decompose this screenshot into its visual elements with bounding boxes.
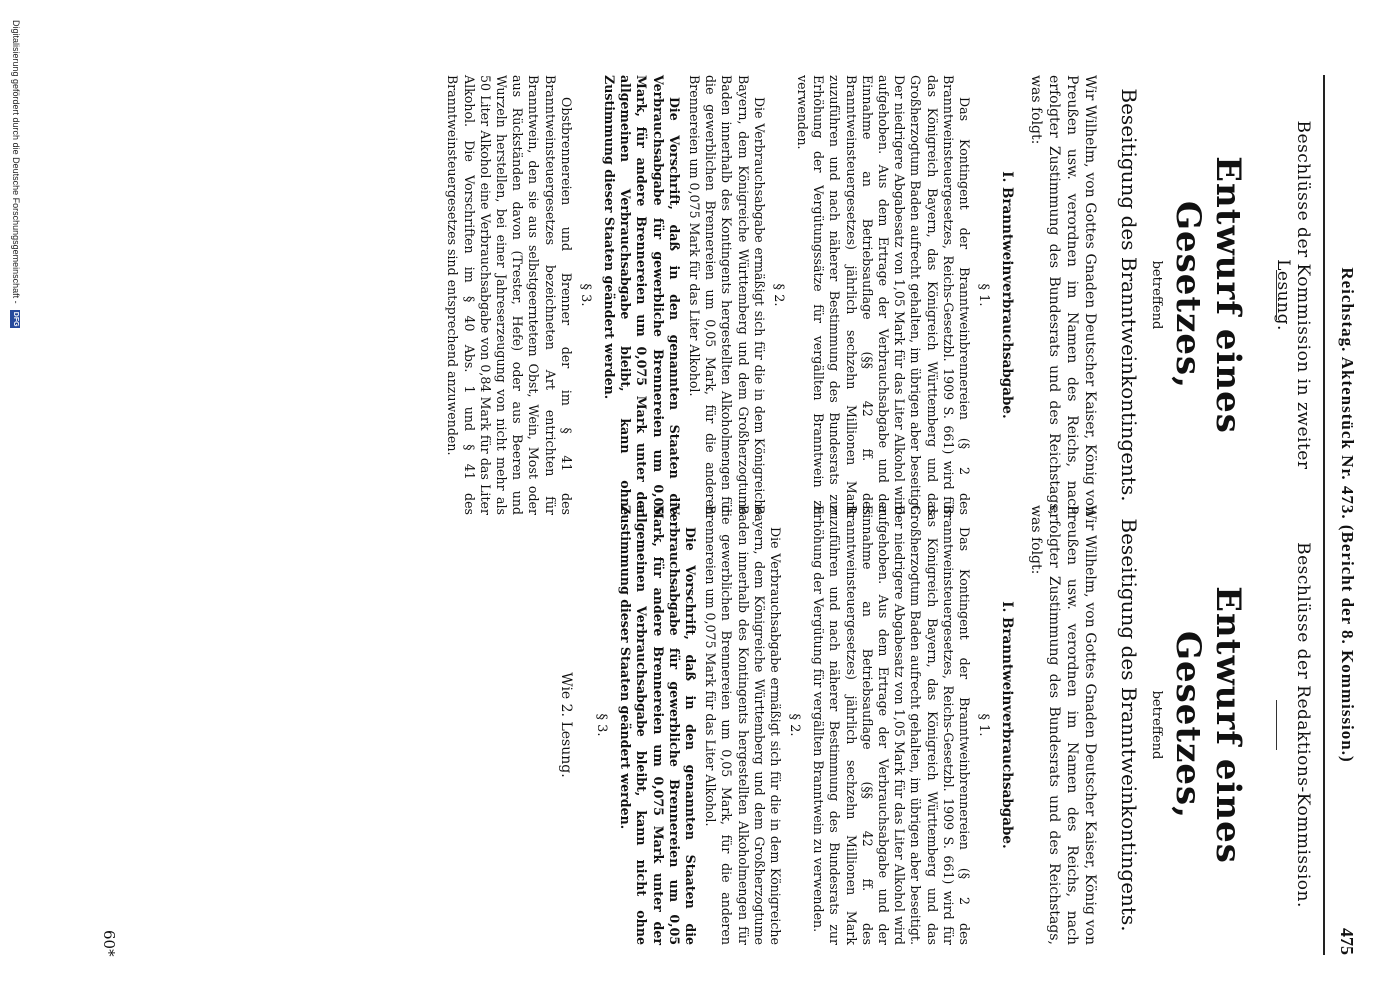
left-column [440,75,1283,515]
dfg-logo: DFG [12,311,20,327]
left-para-1-heading: § 1. [976,283,991,307]
header-title: Reichstag. Aktenstück Nr. 473. (Bericht der 8. Kommission.) [1338,267,1357,763]
left-betreffend: betreffend [1149,260,1164,330]
left-para-3-heading: § 3. [577,283,593,307]
left-para-2-text-2: Die Vorschrift, daß in den genannten Staaten die Verbrauchsabgabe für gewerbliche Brennereien um 0,05 Mark, für andere Brennereien um 0,075 Mark unter der allgemeinen Verbrauchsabgabe bleibt, kann ohne Zustimmung dieser Staaten geändert werden. [601,75,682,515]
divider [1276,270,1277,320]
right-para-2-heading: § 2. [786,713,802,737]
page-header [1323,75,1365,955]
left-law-title: Entwurf eines Gesetzes, [1168,156,1248,434]
footer-text: Digitalisierung gefördert durch die Deutsche Forschungsgemeinschaft - [11,20,21,304]
left-para-3-text: Obstbrennereien und Brenner der im § 41 des Branntweinsteuergesetzes bezeichneten Art entrichten für Branntwein, den sie aus selbstgeerntetem Obst, Wein, Most oder aus Rückständen davon (Trester, Hefe) oder aus Beeren und Wurzeln herstellen, bei einer Jahreserzeugung von nicht mehr als 50 Liter Alkohol eine Verbrauchsabgabe von 0,84 Mark für das Liter Alkohol. Die Vorschriften im § 40 Abs. 1 und § 41 des Branntweinsteuergesetzes sind entsprechend anzuwenden. [445,75,574,515]
right-intro: Wir Wilhelm, von Gottes Gnaden Deutscher Kaiser, König von Preußen usw. verordnen im Namen des Reichs, nach erfolgter Zustimmung des Bundesrats und des Reichstags, was folgt: [1028,505,1098,945]
right-para-3-text: Wie 2. Lesung. [557,672,574,778]
right-para-2-text: Die Verbrauchsabgabe ermäßigt sich für die in dem Königreiche Bayern, dem Königreiche Württemberg und dem Großherzogtume Baden innerhalb des Kontingents hergestellten Alkoholmengen für die gewerblichen Brennereien um 0,05 Mark, für die anderen Brennereien um 0,075 Mark für das Liter Alkohol. [703,505,783,945]
sheet-signature: 60* [100,930,118,957]
right-section-heading: I. Branntweinverbrauchsabgabe. [999,601,1015,849]
left-column-title: Beschlüsse der Kommission in zweiter Lesung. [1273,120,1313,470]
right-para-3-heading: § 3. [593,713,609,737]
right-para-2-text-2: Die Vorschrift, daß in den genannten Staaten die Verbrauchsabgabe für gewerbliche Brennereien um 0,05 Mark, für andere Brennereien um 0,075 Mark unter der allgemeinen Verbrauchsabgabe bleibt, kann nicht ohne Zustimmung dieser Staaten geändert werden. [618,505,698,945]
left-subtitle: Beseitigung des Branntweinkontingents. [1117,88,1141,502]
left-para-2-text: Die Verbrauchsabgabe ermäßigt sich für die in dem Königreiche Bayern, dem Königreiche Württemberg und dem Großherzogtume Baden innerhalb des Kontingents hergestellten Alkoholmengen für die gewerblichen Brennereien um 0,05 Mark, für die anderen Brennereien um 0,075 Mark für das Liter Alkohol. [686,75,767,515]
right-betreffend: betreffend [1149,690,1164,760]
page-number: 475 [1337,928,1357,955]
right-law-title: Entwurf eines Gesetzes, [1168,586,1248,864]
right-subtitle: Beseitigung des Branntweinkontingents. [1117,518,1141,932]
left-para-1-text: Das Kontingent der Branntweinbrennereien (§ 2 des Branntweinsteuergesetzes, Reichs-Gesetzbl. 1909 S. 661) wird für das Königreich Bayern, das Königreich Württemberg und das Großherzogtum Baden aufrecht gehalten, im übrigen aber beseitigt. Der niedrigere Abgabesatz von 1,05 Mark für das Liter Alkohol wird aufgehoben. Aus dem Ertrage der Verbrauchsabgabe und der Einnahme an Betriebsauflage (§§ 42 ff. des Branntweinsteuergesetzes) jährlich sechzehn Millionen Mark zuzuführen und nach näherer Bestimmung des Bundesrats zur Erhöhung der Vergütungssätze für vergällten Branntwein zu verwenden. [794,75,972,515]
left-section-heading: I. Branntweinverbrauchsabgabe. [999,171,1015,419]
right-para-1-text: Das Kontingent der Branntweinbrennereien (§ 2 des Branntweinsteuergesetzes, Reichs-Gesetzbl. 1909 S. 661) wird für das Königreich Bayern, das Königreich Württemberg und das Großherzogtum Baden aufrecht gehalten, im übrigen aber beseitigt. Der niedrigere Abgabesatz von 1,05 Mark für das Liter Alkohol wird aufgehoben. Aus dem Ertrage der Verbrauchsabgabe und der Einnahme an Betriebsauflage (§§ 42 ff. des Branntweinsteuergesetzes) jährlich sechzehn Millionen Mark zuzuführen und nach näherer Bestimmung des Bundesrats zur Erhöhung der Vergütung für vergällten Branntwein zu verwenden. [811,505,972,945]
left-intro: Wir Wilhelm, von Gottes Gnaden Deutscher Kaiser, König von Preußen usw. verordnen im Namen des Reichs, nach erfolgter Zustimmung des Bundesrats und des Reichstags, was folgt: [1028,75,1098,515]
right-para-1-heading: § 1. [976,713,991,737]
divider [1276,700,1277,750]
right-column-title: Beschlüsse der Redaktions-Kommission. [1293,542,1313,908]
footer [10,20,21,980]
left-para-2-heading: § 2. [770,283,786,307]
right-column [548,505,1283,945]
